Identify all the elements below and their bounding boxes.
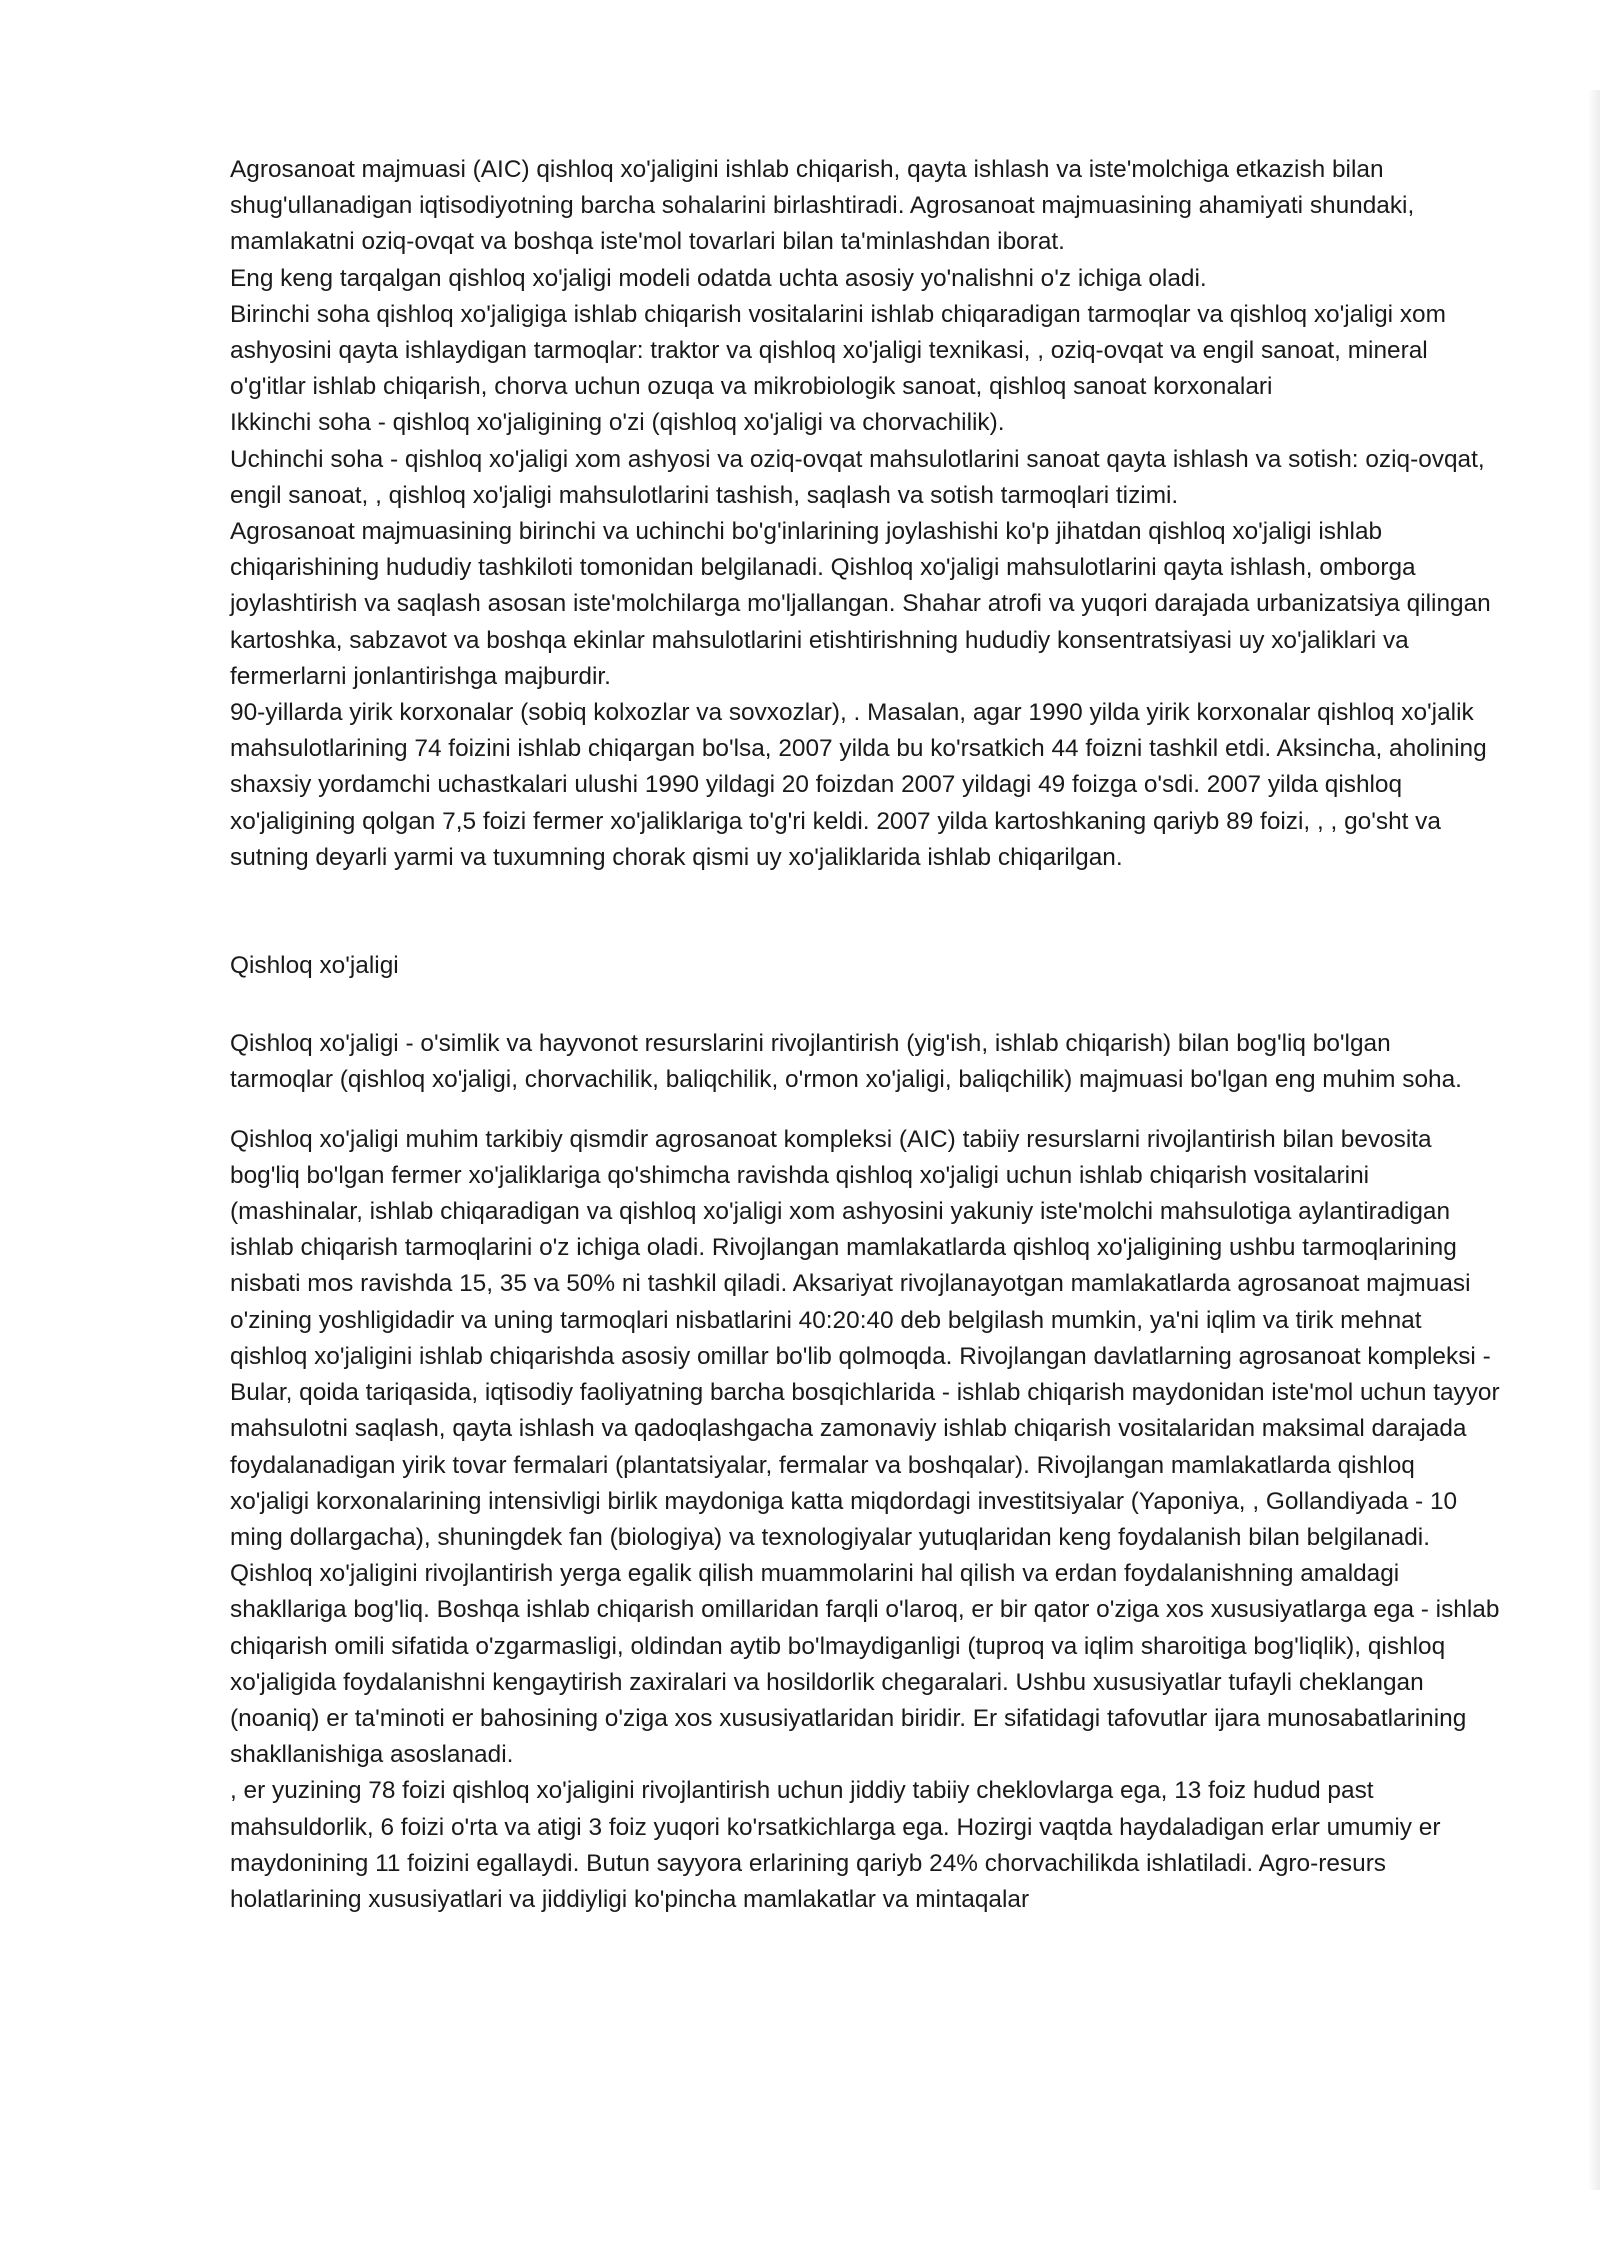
paragraph: Qishloq xo'jaligi muhim tarkibiy qismdir agrosanoat kompleksi (AIC) tabiiy resurslarni rivojlantirish bilan bevosita bog'liq bo'lgan fermer xo'jaliklariga qo'shimcha ravishda qishloq xo'jaligi uchun ishlab chiqarish vositalarini (mashinalar, ishlab chiqaradigan va qishloq xo'jaligi xom ashyosini yakuniy iste'molchi mahsulotiga aylantiradigan ishlab chiqarish tarmoqlarini o'z ichiga oladi. Rivojlangan mamlakatlarda qishloq xo'jaligining ushbu tarmoqlarining nisbati mos ravishda 15, 35 va 50% ni tashkil qiladi. Aksariyat rivojlanayotgan mamlakatlarda agrosanoat majmuasi o'zining yoshligidadir va uning tarmoqlari nisbatlarini 40:20:40 deb belgilash mumkin, ya'ni iqlim va tirik mehnat qishloq xo'jaligini ishlab chiqarishda asosiy omillar bo'lib qolmoqda. Rivojlangan davlatlarning agrosanoat kompleksi - Bular, qoida tariqasida, iqtisodiy faoliyatning barcha bosqichlarida - ishlab chiqarish maydonidan iste'mol uchun tayyor mahsulotni saqlash, qayta ishlash va qadoqlashgacha zamonaviy ishlab chiqarish vositalaridan maksimal darajada foydalanadigan yirik tovar fermalari (plantatsiyalar, fermalar va boshqalar). Rivojlangan mamlakatlarda qishloq xo'jaligi korxonalarining intensivligi birlik maydoniga katta miqdordagi investitsiyalar (Yaponiya, , Gollandiyada - 10 ming dollargacha), shuningdek fan (biologiya) va texnologiyalar yutuqlaridan keng foydalanish bilan belgilanadi. [230, 1125, 1500, 1551]
spacer [230, 876, 1500, 948]
section-heading: Qishloq xo'jaligi [230, 952, 399, 980]
paragraph: Agrosanoat majmuasining birinchi va uchinchi bo'g'inlarining joylashishi ko'p jihatdan qishloq xo'jaligi ishlab chiqarishining hududiy tashkiloti tomonidan belgilanadi. Qishloq xo'jaligi mahsulotlarini qayta ishlash, omborga joylashtirish va saqlash asosan iste'molchilarga mo'ljallangan. Shahar atrofi va yuqori darajada urbanizatsiya qilingan kartoshka, sabzavot va boshqa ekinlar mahsulotlarini etishtirishning hududiy konsentratsiyasi uy xo'jaliklari va fermerlarni jonlantirishga majburdir. [230, 518, 1491, 690]
paragraph: Uchinchi soha - qishloq xo'jaligi xom ashyosi va oziq-ovqat mahsulotlarini sanoat qayta ishlash va sotish: oziq-ovqat, engil sanoat, , qishloq xo'jaligi mahsulotlarini tashish, saqlash va sotish tarmoqlari tizimi. [230, 445, 1485, 509]
document-body [230, 152, 1500, 1918]
spacer [230, 1099, 1500, 1122]
paragraph: Birinchi soha qishloq xo'jaligiga ishlab chiqarish vositalarini ishlab chiqaradigan tarmoqlar va qishloq xo'jaligi xom ashyosini qayta ishlaydigan tarmoqlar: traktor va qishloq xo'jaligi texnikasi, , oziq-ovqat va engil sanoat, mineral o'g'itlar ishlab chiqarish, chorva uchun ozuqa va mikrobiologik sanoat, qishloq sanoat korxonalari [230, 300, 1446, 401]
paragraph: , er yuzining 78 foizi qishloq xo'jaligini rivojlantirish uchun jiddiy tabiiy cheklovlarga ega, 13 foiz hudud past mahsuldorlik, 6 foizi o'rta va atigi 3 foiz yuqori ko'rsatkichlarga ega. Hozirgi vaqtda haydaladigan erlar umumiy er maydonining 11 foizini egallaydi. Butun sayyora erlarining qariyb 24% chorvachilikda ishlatiladi. Agro-resurs holatlarining xususiyatlari va jiddiyligi ko'pincha mamlakatlar va mintaqalar [230, 1777, 1441, 1913]
paragraph: Eng keng tarqalgan qishloq xo'jaligi modeli odatda uchta asosiy yo'nalishni o'z ichiga oladi. [230, 264, 1207, 292]
intro-paragraph: Qishloq xo'jaligi - o'simlik va hayvonot resurslarini rivojlantirish (yig'ish, ishlab chiqarish) bilan bog'liq bo'lgan tarmoqlar (qishloq xo'jaligi, chorvachilik, baliqchilik, o'rmon xo'jaligi, baliqchilik) majmuasi bo'lgan eng muhim soha. [230, 1030, 1462, 1094]
paragraph: Qishloq xo'jaligini rivojlantirish yerga egalik qilish muammolarini hal qilish va erdan foydalanishning amaldagi shakllariga bog'liq. Boshqa ishlab chiqarish omillaridan farqli o'laroq, er bir qator o'ziga xos xususiyatlarga ega - ishlab chiqarish omili sifatida o'zgarmasligi, oldindan aytib bo'lmaydiganligi (tuproq va iqlim sharoitiga bog'liqlik), qishloq xo'jaligida foydalanishni kengaytirish zaxiralari va hosildorlik chegaralari. Ushbu xususiyatlar tufayli cheklangan (noaniq) er ta'minoti er bahosining o'ziga xos xususiyatlaridan biridir. Er sifatidagi tafovutlar ijara munosabatlarining shakllanishiga asoslanadi. [230, 1560, 1500, 1769]
paragraph: Agrosanoat majmuasi (AIC) qishloq xo'jaligini ishlab chiqarish, qayta ishlash va iste'molchiga etkazish bilan shug'ullanadigan iqtisodiyotning barcha sohalarini birlashtiradi. Agrosanoat majmuasining ahamiyati shundaki, mamlakatni oziq-ovqat va boshqa iste'mol tovarlari bilan ta'minlashdan iborat. [230, 156, 1415, 256]
spacer [230, 984, 1500, 1026]
paragraph: Ikkinchi soha - qishloq xo'jaligining o'zi (qishloq xo'jaligi va chorvachilik). [230, 409, 1005, 437]
page-edge-shadow [1588, 90, 1600, 2190]
paragraph: 90-yillarda yirik korxonalar (sobiq kolxozlar va sovxozlar), . Masalan, agar 1990 yilda yirik korxonalar qishloq xo'jalik mahsulotlarining 74 foizini ishlab chiqargan bo'lsa, 2007 yilda bu ko'rsatkich 44 foizni tashkil etdi. Aksincha, aholining shaxsiy yordamchi uchastkalari ulushi 1990 yildagi 20 foizdan 2007 yildagi 49 foizga o'sdi. 2007 yilda qishloq xo'jaligining qolgan 7,5 foizi fermer xo'jaliklariga to'g'ri keldi. 2007 yilda kartoshkaning qariyb 89 foizi, , , go'sht va sutning deyarli yarmi va tuxumning chorak qismi uy xo'jaliklarida ishlab chiqarilgan. [230, 699, 1487, 871]
